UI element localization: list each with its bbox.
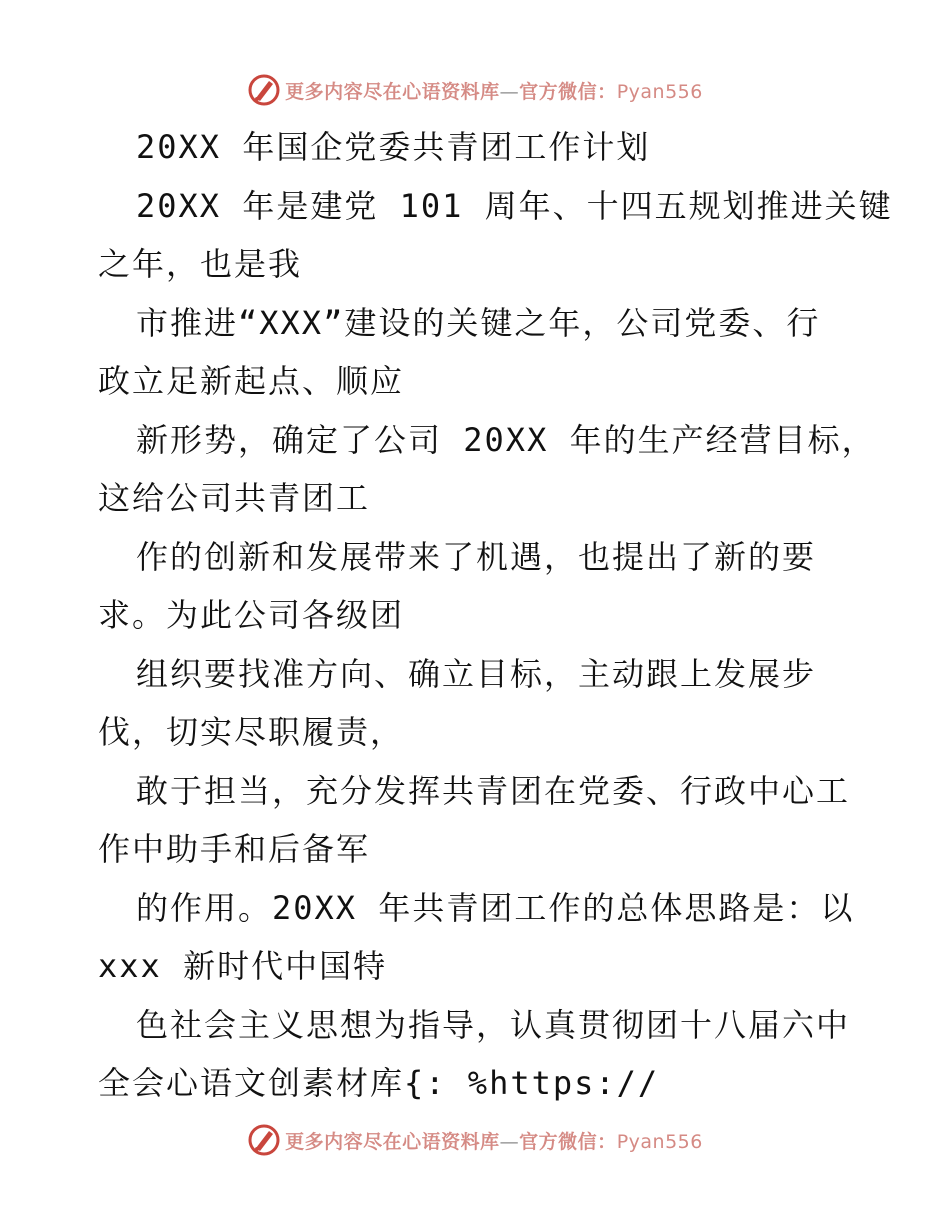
doc-line: 这给公司共青团工 [98, 479, 371, 517]
doc-line: 20XX 年是建党 101 周年、十四五规划推进关键 [136, 186, 893, 225]
watermark-id: Pyan556 [616, 1130, 703, 1153]
pen-circle-logo-icon [247, 73, 281, 107]
watermark-separator: — [499, 80, 520, 103]
watermark-text [285, 1127, 703, 1154]
doc-line: 求。为此公司各级团 [98, 596, 405, 634]
doc-line: 全会心语文创素材库{: %https:// [98, 1064, 660, 1102]
doc-line: 组织要找准方向、确立目标，主动跟上发展步 [136, 654, 817, 693]
doc-line: 作的创新和发展带来了机遇，也提出了新的要 [136, 537, 817, 576]
document-body [98, 118, 893, 1113]
watermark-wechat: 官方微信： [519, 1130, 617, 1153]
watermark-separator: — [499, 1130, 520, 1153]
doc-line: 政立足新起点、顺应 [98, 362, 405, 400]
doc-line: 之年，也是我 [98, 245, 303, 283]
footer-watermark [0, 1120, 950, 1160]
watermark-text [285, 77, 703, 104]
doc-line: 作中助手和后备军 [98, 830, 371, 868]
watermark-id: Pyan556 [616, 80, 703, 103]
doc-title: 20XX 年国企党委共青团工作计划 [136, 128, 651, 166]
doc-line: 敢于担当，充分发挥共青团在党委、行政中心工 [136, 771, 851, 810]
watermark-wechat: 官方微信： [519, 80, 617, 103]
doc-line: 伐，切实尽职履责， [98, 713, 405, 751]
doc-line: 新形势，确定了公司 20XX 年的生产经营目标， [136, 420, 876, 459]
doc-line: 市推进“XXX”建设的关键之年，公司党委、行 [136, 303, 821, 342]
doc-line: xxx 新时代中国特 [98, 947, 388, 985]
doc-line: 色社会主义思想为指导，认真贯彻团十八届六中 [136, 1005, 851, 1044]
doc-line: 的作用。20XX 年共青团工作的总体思路是：以 [136, 888, 855, 927]
header-watermark [0, 70, 950, 110]
pen-circle-logo-icon [247, 1123, 281, 1157]
watermark-brand: 更多内容尽在心语资料库 [285, 80, 500, 103]
watermark-brand: 更多内容尽在心语资料库 [285, 1130, 500, 1153]
